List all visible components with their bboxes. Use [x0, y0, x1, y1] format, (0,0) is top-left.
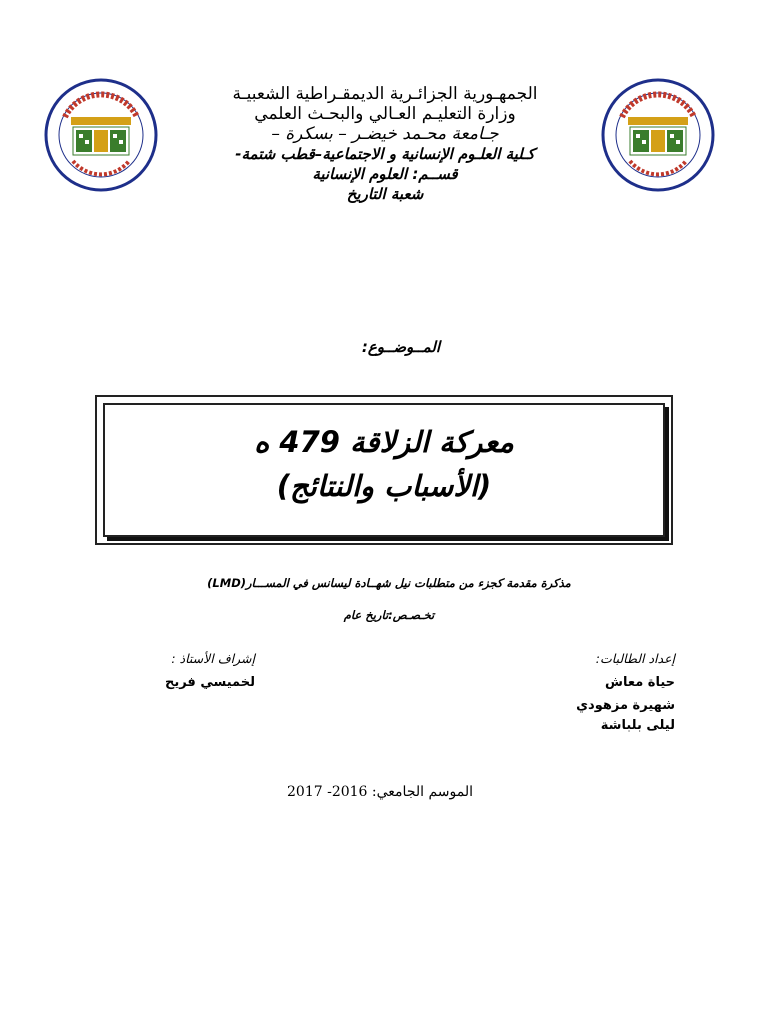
document-header: [170, 84, 600, 204]
student-name: حياة معاش: [605, 675, 675, 690]
university-seal-icon: [600, 77, 716, 193]
republic-line: الجمهـورية الجزائـرية الديمقـراطية الشعبيـة: [232, 84, 538, 104]
students-label: إعداد الطالبات:: [595, 651, 675, 666]
university-logo-right: [600, 77, 716, 193]
university-line: جـامعة محـمد خيضـر – بسكرة –: [271, 124, 499, 144]
ministry-line: وزارة التعليـم العـالي والبحـث العلمي: [254, 104, 516, 124]
academic-year: الموسم الجامعي: 2016- 2017: [287, 784, 473, 800]
thesis-note: مذكرة مقدمة كجزء من متطلبات نيل شهــادة ليسانس في المســـار(LMD): [207, 576, 571, 590]
title-subtitle: (الأسباب والنتائج): [276, 469, 492, 503]
title-main: معركة الزلاقة 479 ه: [254, 425, 514, 459]
title-frame: [95, 395, 673, 545]
student-name: ليلى بلباشة: [600, 718, 675, 733]
university-seal-icon: [43, 77, 159, 193]
university-logo-left: [43, 77, 159, 193]
faculty-line: كـلية العلـوم الإنسانية و الاجتماعية–قطب شتمة-: [235, 145, 535, 163]
supervisor-label: إشراف الأستاذ :: [171, 651, 255, 666]
branch-line: شعبة التاريخ: [346, 185, 424, 203]
supervisor-name: لخميسي فريح: [164, 675, 255, 690]
department-line: قســم: العلوم الإنسانية: [312, 165, 458, 183]
specialization-line: تخـصـص:تاريخ عام: [343, 608, 435, 622]
student-name: شهيرة مزهودي: [576, 698, 675, 713]
title-box: [103, 403, 665, 537]
topic-label: المــوضــوع:: [361, 338, 440, 356]
